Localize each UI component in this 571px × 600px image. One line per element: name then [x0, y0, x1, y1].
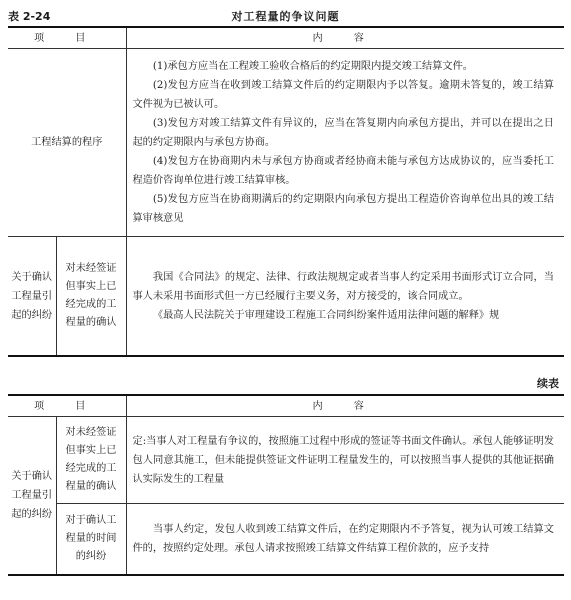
paragraph: 当事人约定，发包人收到竣工结算文件后，在约定期限内不予答复，视为认可竣工结算文件的，按照约定处理。承包人请求按照竣工结算文件结算工程价款的，应予支持 [132, 524, 554, 554]
header-item: 项 目 [8, 27, 126, 49]
timing-dispute-content [126, 504, 564, 576]
unsigned-quantity-content [126, 417, 564, 504]
table-header-row [8, 27, 564, 49]
paragraph: (3)发包方对竣工结算文件有异议的，应当在答复期内向承包方提出，并可以在提出之日起的约定期限内与承包方协商。 [132, 118, 554, 148]
header-item: 项 目 [8, 395, 126, 417]
quantity-dispute-label: 关于确认工程量引起的纠纷 [8, 417, 56, 576]
table-number: 表 2-24 [8, 10, 51, 23]
paragraph: 定:当事人对工程量有争议的，按照施工过程中形成的签证等书面文件确认。承包人能够证明发包人同意其施工，但未能提供签证文件证明工程量发生的，可以按照当事人提供的其他证据确认实际发生的工程量 [132, 435, 554, 485]
paragraph: (1)承包方应当在工程竣工验收合格后的约定期限内提交竣工结算文件。 [152, 61, 473, 72]
table-title: 对工程量的争议问题 [231, 10, 340, 23]
table-row [8, 504, 564, 576]
unsigned-quantity-label: 对未经签证但事实上已经完成的工程量的确认 [56, 417, 126, 504]
unsigned-quantity-content [126, 237, 564, 357]
timing-dispute-label: 对于确认工程量的时间的纠纷 [56, 504, 126, 576]
paragraph: 我国《合同法》的规定、法律、行政法规规定或者当事人约定采用书面形式订立合同，当事人未采用书面形式但一方已经履行主要义务，对方接受的，该合同成立。 [132, 271, 554, 302]
table-row [8, 417, 564, 504]
settlement-procedure-label: 工程结算的程序 [8, 49, 126, 237]
dispute-table [8, 26, 564, 357]
header-content: 内 容 [126, 27, 564, 49]
table-header-row [8, 395, 564, 417]
settlement-procedure-content [126, 49, 564, 237]
table-row [8, 49, 564, 237]
paragraph: 《最高人民法院关于审理建设工程施工合同纠纷案件适用法律问题的解释》规 [152, 309, 500, 321]
paragraph: (5)发包方应当在协商期满后的约定期限内向承包方提出工程造价咨询单位出具的竣工结算审核意见 [132, 194, 554, 224]
unsigned-quantity-label: 对未经签证但事实上已经完成的工程量的确认 [56, 237, 126, 357]
continued-label: 续表 [537, 377, 559, 390]
paragraph: (2)发包方应当在收到竣工结算文件后的约定期限内予以答复。逾期未答复的，竣工结算文件视为已被认可。 [132, 80, 554, 110]
header-content: 内 容 [126, 395, 564, 417]
quantity-dispute-label: 关于确认工程量引起的纠纷 [8, 237, 56, 357]
continued-table [8, 394, 564, 576]
table-row [8, 237, 564, 357]
paragraph: (4)发包方在协商期内未与承包方协商或者经协商未能与承包方达成协议的，应当委托工程造价咨询单位进行竣工结算审核。 [132, 156, 554, 186]
table-caption [8, 8, 563, 26]
